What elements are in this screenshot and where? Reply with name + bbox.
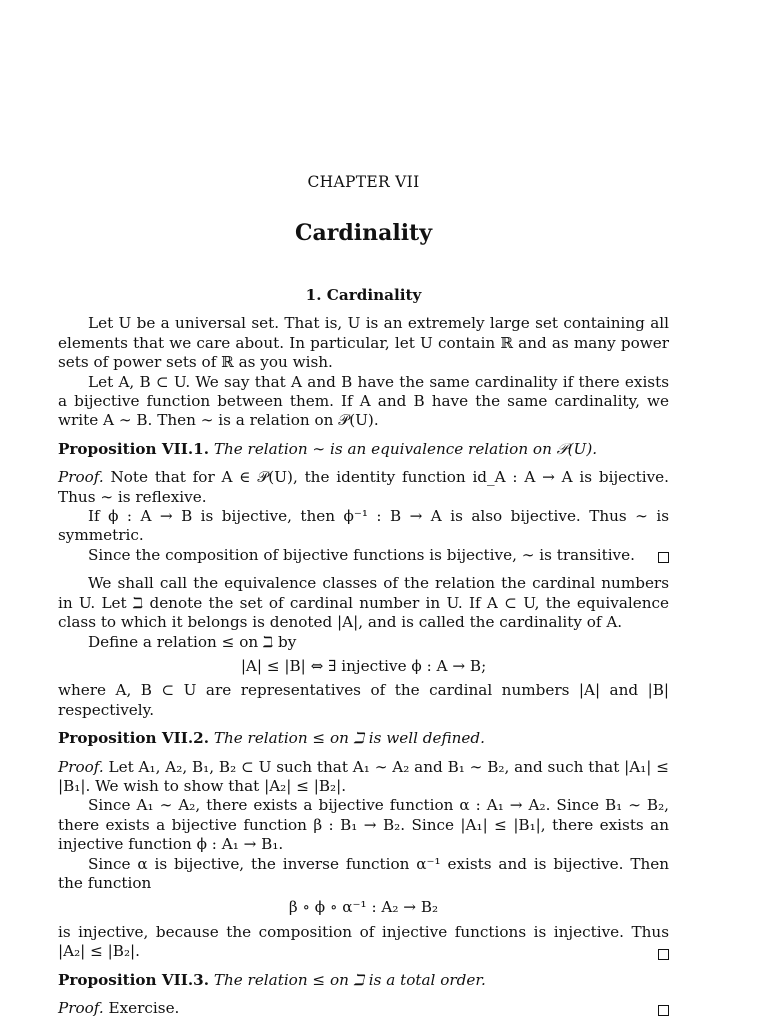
proposition-3-label: Proposition VII.3.	[58, 970, 209, 989]
qed-box	[658, 1005, 669, 1016]
proposition-3	[58, 971, 669, 990]
proof-2-part-d	[58, 923, 669, 962]
page-body	[58, 286, 669, 1018]
proof-2-text-d: is injective, because the composition of injective functions is injective. Thus |A₂| ≤ |B₂|.	[58, 922, 669, 961]
paragraph-define-relation: Define a relation ≤ on ℶ by	[88, 632, 297, 651]
proof-1-text-c: Since the composition of bijective functions is bijective, ∼ is transitive.	[88, 545, 635, 564]
chapter-label: CHAPTER VII	[307, 173, 420, 191]
proof-1-text-a: Note that for A ∈ 𝒫(U), the identity function id_A : A → A is bijective. Thus ∼ is reflexive.	[58, 468, 670, 506]
paragraph-cardinality-def: Let A, B ⊂ U. We say that A and B have the same cardinality if there exists a bijective function between them. If A and B have the same cardinality, we write A ∼ B. Then ∼ is a relation on 𝒫(U).	[58, 372, 669, 430]
proof-2-part-a	[58, 758, 669, 797]
paragraph-cardinal-numbers: We shall call the equivalence classes of the relation the cardinal numbers in U. Let ℶ denote the set of cardinal number in U. If A ⊂ U, the equivalence class to which it belongs is denoted |A|, and is called the cardinality of A.	[58, 574, 669, 632]
proof-3-label: Proof.	[58, 999, 104, 1017]
proof-2-part-b: Since A₁ ∼ A₂, there exists a bijective function α : A₁ → A₂. Since B₁ ∼ B₂, there exists a bijective function β : B₁ → B₂. Since |A₁| ≤ |B₁|, there exists an injective function ϕ : A₁ → B₁.	[58, 796, 669, 854]
paragraph-representatives: where A, B ⊂ U are representatives of the cardinal numbers |A| and |B| respectively.	[58, 681, 669, 719]
proposition-2-label: Proposition VII.2.	[58, 729, 209, 748]
section-heading: 1. Cardinality	[305, 286, 422, 304]
qed-box	[658, 552, 669, 563]
proof-1-part-b: If ϕ : A → B is bijective, then ϕ⁻¹ : B → A is also bijective. Thus ∼ is symmetric.	[58, 507, 669, 545]
proof-1-part-a	[58, 468, 669, 507]
proof-2-text-a: Let A₁, A₂, B₁, B₂ ⊂ U such that A₁ ∼ A₂ and B₁ ∼ B₂, and such that |A₁| ≤ |B₁|. We wish to show that |A₂| ≤ |B₂|.	[58, 757, 669, 795]
proof-1-label: Proof.	[58, 468, 104, 487]
proposition-1-label: Proposition VII.1.	[58, 439, 209, 458]
proposition-2-text: The relation ≤ on ℶ is well defined.	[213, 729, 485, 748]
qed-box	[658, 949, 669, 960]
proof-3-text: Exercise.	[108, 999, 180, 1017]
proposition-2	[58, 729, 669, 748]
display-equation-2: β ∘ ϕ ∘ α⁻¹ : A₂ → B₂	[288, 898, 439, 917]
paragraph-universal-set: Let U be a universal set. That is, U is an extremely large set containing all elements that we care about. In particular, let U contain ℝ and as many power sets of power sets of ℝ as you wish.	[58, 314, 669, 372]
proof-2-label: Proof.	[58, 757, 104, 776]
proof-2-part-c: Since α is bijective, the inverse function α⁻¹ exists and is bijective. Then the function	[58, 854, 669, 892]
proof-3	[58, 999, 669, 1018]
chapter-title: Cardinality	[294, 220, 432, 246]
display-equation-1: |A| ≤ |B| ⇔ ∃ injective ϕ : A → B;	[240, 656, 487, 675]
proposition-1-text: The relation ∼ is an equivalence relation on 𝒫(U).	[213, 439, 598, 458]
proof-1-part-c	[58, 546, 669, 565]
proposition-3-text: The relation ≤ on ℶ is a total order.	[213, 970, 486, 989]
proposition-1	[58, 440, 669, 459]
